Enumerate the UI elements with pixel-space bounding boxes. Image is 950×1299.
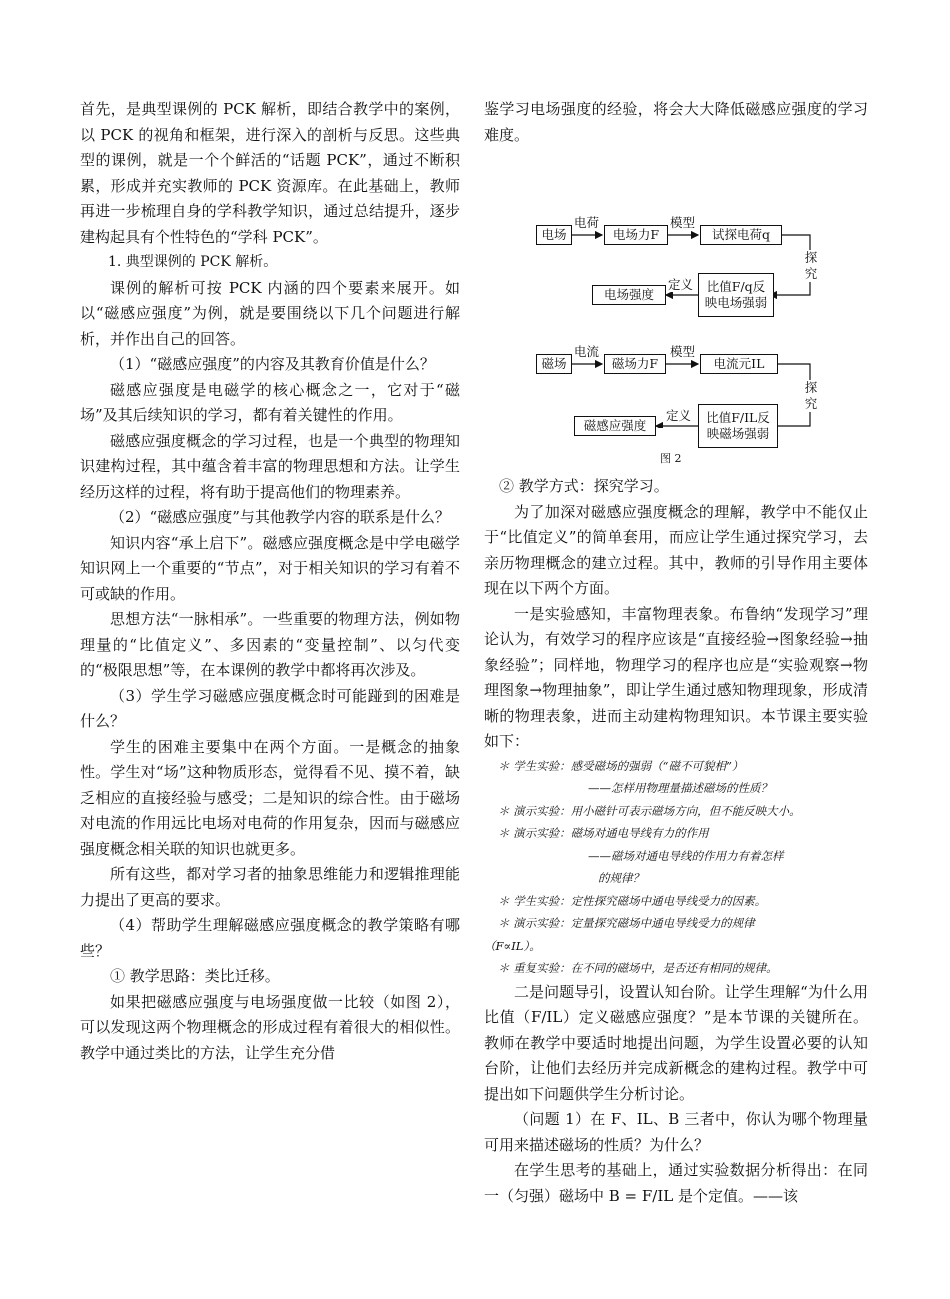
label-explore-char: 探 — [804, 250, 818, 265]
label-explore-char: 探 — [804, 380, 818, 395]
label-model: 模型 — [670, 344, 696, 359]
list-item: ① 教学思路：类比迁移。 — [110, 967, 280, 985]
figure-caption-row — [484, 450, 868, 474]
question-heading: （3）学生学习磁感应强度概念时可能踫到的困难是什么？ — [80, 686, 460, 730]
paragraph: 思想方法“一脉相承”。一些重要的物理方法，例如物理量的“比值定义”、多因素的“变量控制”、以匀代变的“极限思想”等，在本课例的教学中都将再次涉及。 — [80, 610, 460, 679]
label-model: 模型 — [670, 215, 696, 230]
question-heading: （2）“磁感应强度”与其他教学内容的联系是什么？ — [110, 508, 450, 526]
box-electric-force: 电场力F — [604, 225, 668, 245]
box-magnetic-induction: 磁感应强度 — [574, 416, 656, 436]
paragraph: 二是问题导引，设置认知台阶。让学生理解“为什么用比值（F/IL）定义磁感应强度？”是本节课的关键所在。教师在教学中要适时地提出问题，为学生设置必要的认知台阶，让他们去经历并完成新概念的建构过程。教学中可提出如下问题供学生分析讨论。 — [484, 982, 868, 1103]
paragraph: 如果把磁感应强度与电场强度做一比较（如图 2），可以发现这两个物理概念的形成过程有着很大的相似性。教学中通过类比的方法，让学生充分借 — [80, 992, 460, 1062]
label-charge: 电荷 — [574, 215, 600, 230]
figure-2-diagram — [484, 158, 868, 441]
label-define: 定义 — [666, 408, 692, 423]
box-ratio-magnetic — [698, 404, 778, 448]
left-column — [80, 97, 460, 1066]
list-item: ② 教学方式：探究学习。 — [499, 477, 669, 495]
box-test-charge: 试探电荷q — [700, 225, 782, 245]
paragraph: 知识内容“承上启下”。磁感应强度概念是中学电磁学知识网上一个重要的“节点”，对于相关知识的学习有着不可或缺的作用。 — [80, 533, 460, 603]
box-ratio-line: 比值F/q反 — [706, 279, 766, 294]
label-explore-char: 究 — [804, 396, 818, 411]
question-heading: （4）帮助学生理解磁感应强度概念的教学策略有哪些？ — [80, 916, 460, 960]
experiment-item: ＊ 演示实验：磁场对通电导线有力的作用 — [498, 826, 709, 840]
box-magnetic-force: 磁场力F — [604, 354, 666, 374]
experiment-subitem: 的规律？ — [598, 871, 644, 885]
paragraph: 在学生思考的基础上，通过实验数据分析得出：在同一（匀强）磁场中 B = F/IL 是个定值。——该 — [484, 1161, 868, 1205]
experiment-subitem: ——磁场对通电导线的作用力有着怎样 — [588, 848, 784, 863]
figure-caption: 图 2 — [660, 452, 682, 465]
paragraph: 磁感应强度概念的学习过程，也是一个典型的物理知识建构过程，其中蕴含着丰富的物理思想和方法。让学生经历这样的过程，将有助于提高他们的物理素养。 — [80, 431, 460, 501]
experiment-item-continued: （F∝IL）。 — [484, 938, 541, 953]
paragraph: 学生的困难主要集中在两个方面。一是概念的抽象性。学生对“场”这种物质形态，觉得看不见、摸不着，缺乏相应的直接经验与感受；二是知识的综合性。由于磁场对电流的作用远比电场对电荷的作用复杂，因而与磁感应强度概念相关联的知识也就更多。 — [80, 737, 460, 858]
experiment-item: ＊ 演示实验：定量探究磁场中通电导线受力的规律 — [498, 916, 755, 930]
box-ratio-electric — [698, 273, 774, 317]
question-heading: （1）“磁感应强度”的内容及其教育价值是什么？ — [110, 355, 435, 373]
box-ratio-line: 映磁场强弱 — [706, 426, 770, 441]
experiment-item: ＊ 学生实验：定性探究磁场中通电导线受力的因素。 — [498, 893, 767, 908]
paragraph: 课例的解析可按 PCK 内涵的四个要素来展开。如以“磁感应强度”为例，就是要围绕以下几个问题进行解析，并作出自己的回答。 — [80, 278, 460, 348]
box-current-element: 电流元IL — [700, 354, 778, 374]
paragraph: 所有这些，都对学习者的抽象思维能力和逻辑推理能力提出了更高的要求。 — [80, 865, 460, 909]
experiment-item: ＊ 学生实验：感受磁场的强弱（“磁不可貌相”） — [498, 758, 744, 773]
question-paragraph: （问题 1）在 F、IL、B 三者中，你认为哪个物理量可用来描述磁场的性质？为什么？ — [484, 1110, 868, 1154]
box-ratio-line: 比值F/IL反 — [706, 410, 770, 425]
label-explore-char: 究 — [804, 266, 818, 281]
label-current: 电流 — [574, 344, 600, 359]
paragraph: 为了加深对磁感应强度概念的理解，教学中不能仅止于“比值定义”的简单套用，而应让学生通过探究学习，去亲历物理概念的建立过程。其中，教师的引导作用主要体现在以下两个方面。 — [484, 502, 868, 597]
box-magnetic-field: 磁场 — [536, 354, 572, 374]
experiment-subitem: ——怎样用物理量描述磁场的性质？ — [588, 781, 772, 795]
paragraph-intro: 首先，是典型课例的 PCK 解析，即结合教学中的案例，以 PCK 的视角和框架，进行深入的剖析与反思。这些典型的课例，就是一个个鲜活的“话题 PCK”，通过不断积累，形成并充实教师的 PCK 资源库。在此基础上，教师再进一步梳理自身的学科教学知识，通过总结提升，逐步建构起具有个性特色的“学科 PCK”。 — [80, 100, 460, 246]
experiment-item: ＊ 重复实验：在不同的磁场中，是否还有相同的规律。 — [498, 961, 778, 975]
paragraph-continued: 鉴学习电场强度的经验，将会大大降低磁感应强度的学习难度。 — [484, 100, 868, 144]
label-explore — [804, 250, 818, 282]
experiment-item: ＊ 演示实验：用小磁针可表示磁场方向，但不能反映大小。 — [498, 803, 801, 818]
section-heading: 1. 典型课例的 PCK 解析。 — [108, 254, 278, 270]
paragraph: 一是实验感知，丰富物理表象。布鲁纳“发现学习”理论认为，有效学习的程序应该是“直接经验→图象经验→抽象经验”；同样地，物理学习的程序也应是“实验观察→物理图象→物理抽象”，即让学生通过感知物理现象，形成清晰的物理表象，进而主动建构物理知识。本节课主要实验如下： — [484, 604, 868, 750]
right-column — [484, 97, 868, 1209]
box-electric-field: 电场 — [536, 225, 572, 245]
label-define: 定义 — [668, 277, 694, 292]
box-electric-field-strength: 电场强度 — [592, 285, 666, 305]
box-ratio-line: 映电场强弱 — [704, 295, 768, 310]
paragraph: 磁感应强度是电磁学的核心概念之一，它对于“磁场”及其后续知识的学习，都有着关键性的作用。 — [80, 380, 460, 424]
label-explore — [804, 380, 818, 412]
